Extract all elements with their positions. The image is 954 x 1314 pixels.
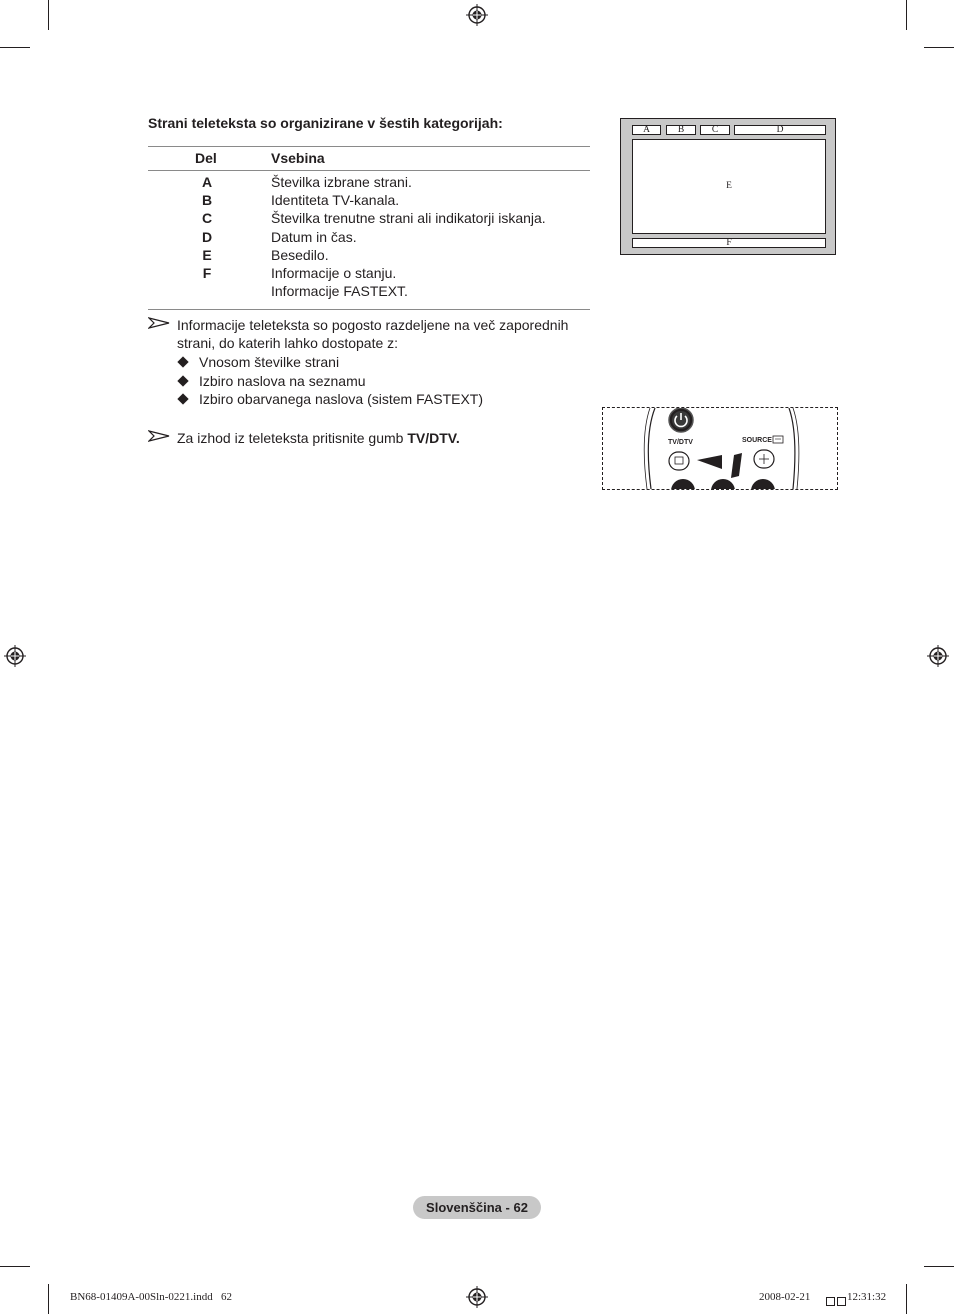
teletext-area-c: C — [700, 125, 730, 135]
note-text-line: strani, do katerih lahko dostopate z: — [177, 335, 399, 351]
list-item — [177, 372, 366, 390]
tv-dtv-button-label: TV/DTV. — [407, 430, 460, 446]
slug-time: 12:31:32 — [847, 1291, 887, 1303]
registration-mark-icon — [466, 4, 488, 26]
exit-note — [177, 429, 460, 447]
slug-file-name: BN68-01409A-00Sln-0221.indd 62 — [70, 1291, 232, 1303]
crop-mark — [906, 0, 907, 30]
table-header-content: Vsebina — [271, 150, 325, 166]
table-row-code: A — [201, 174, 213, 190]
table-row-text: Identiteta TV-kanala. — [271, 192, 400, 208]
slug-date: 2008-02-21 — [759, 1291, 811, 1303]
slug-placeholder-glyphs — [826, 1293, 846, 1302]
list-item-text: Izbiro obarvanega naslova (sistem FASTEXT) — [199, 391, 484, 407]
teletext-area-f: F — [632, 238, 826, 248]
table-row-code: B — [201, 192, 213, 208]
remote-control-drawing — [603, 408, 837, 489]
diamond-bullet-icon — [177, 375, 188, 386]
table-header-part: Del — [195, 150, 217, 166]
source-label: SOURCE — [742, 437, 772, 444]
teletext-area-b: B — [666, 125, 696, 135]
teletext-area-d: D — [734, 125, 826, 135]
note-arrow-icon — [148, 317, 170, 329]
note-arrow-icon — [148, 430, 170, 442]
teletext-area-a: A — [632, 125, 661, 135]
page-number-badge: Slovenščina - 62 — [413, 1196, 541, 1219]
teletext-screen-diagram — [620, 118, 836, 255]
diamond-bullet-icon — [177, 356, 188, 367]
list-item-text: Vnosom številke strani — [199, 354, 340, 370]
table-bottom-rule — [148, 309, 590, 310]
teletext-area-e: E — [632, 139, 826, 234]
note-text-line: Informacije teleteksta so pogosto razdeljene na več zaporednih — [177, 317, 569, 333]
remote-control-illustration — [602, 407, 838, 490]
crop-mark — [48, 0, 49, 30]
tv-dtv-label: TV/DTV — [668, 439, 693, 446]
table-row-text: Informacije o stanju. — [271, 265, 397, 281]
table-row-code: C — [201, 210, 213, 226]
registration-mark-icon — [927, 645, 949, 667]
crop-mark — [924, 1266, 954, 1267]
table-row-text: Številka trenutne strani ali indikatorji iskanja. — [271, 210, 546, 226]
crop-mark — [906, 1284, 907, 1314]
table-row-text: Informacije FASTEXT. — [271, 283, 408, 299]
table-row-code: E — [202, 247, 212, 263]
crop-mark — [0, 1266, 30, 1267]
table-row-text: Besedilo. — [271, 247, 329, 263]
crop-mark — [48, 1284, 49, 1314]
table-row-text: Številka izbrane strani. — [271, 174, 412, 190]
registration-mark-icon — [4, 645, 26, 667]
table-top-rule — [148, 146, 590, 147]
table-header-rule — [148, 170, 590, 171]
diamond-bullet-icon — [177, 393, 188, 404]
registration-mark-icon — [466, 1286, 488, 1308]
crop-mark — [0, 47, 30, 48]
exit-note-text: Za izhod iz teleteksta pritisnite gumb — [177, 430, 408, 446]
table-row-text: Datum in čas. — [271, 229, 357, 245]
crop-mark — [924, 47, 954, 48]
power-icon[interactable] — [667, 408, 695, 434]
table-row-code: F — [202, 265, 212, 281]
list-item — [177, 353, 339, 371]
table-row-code: D — [201, 229, 213, 245]
section-heading: Strani teleteksta so organizirane v šestih kategorijah: — [148, 115, 503, 131]
list-item-text: Izbiro naslova na seznamu — [199, 373, 366, 389]
list-item — [177, 390, 483, 408]
